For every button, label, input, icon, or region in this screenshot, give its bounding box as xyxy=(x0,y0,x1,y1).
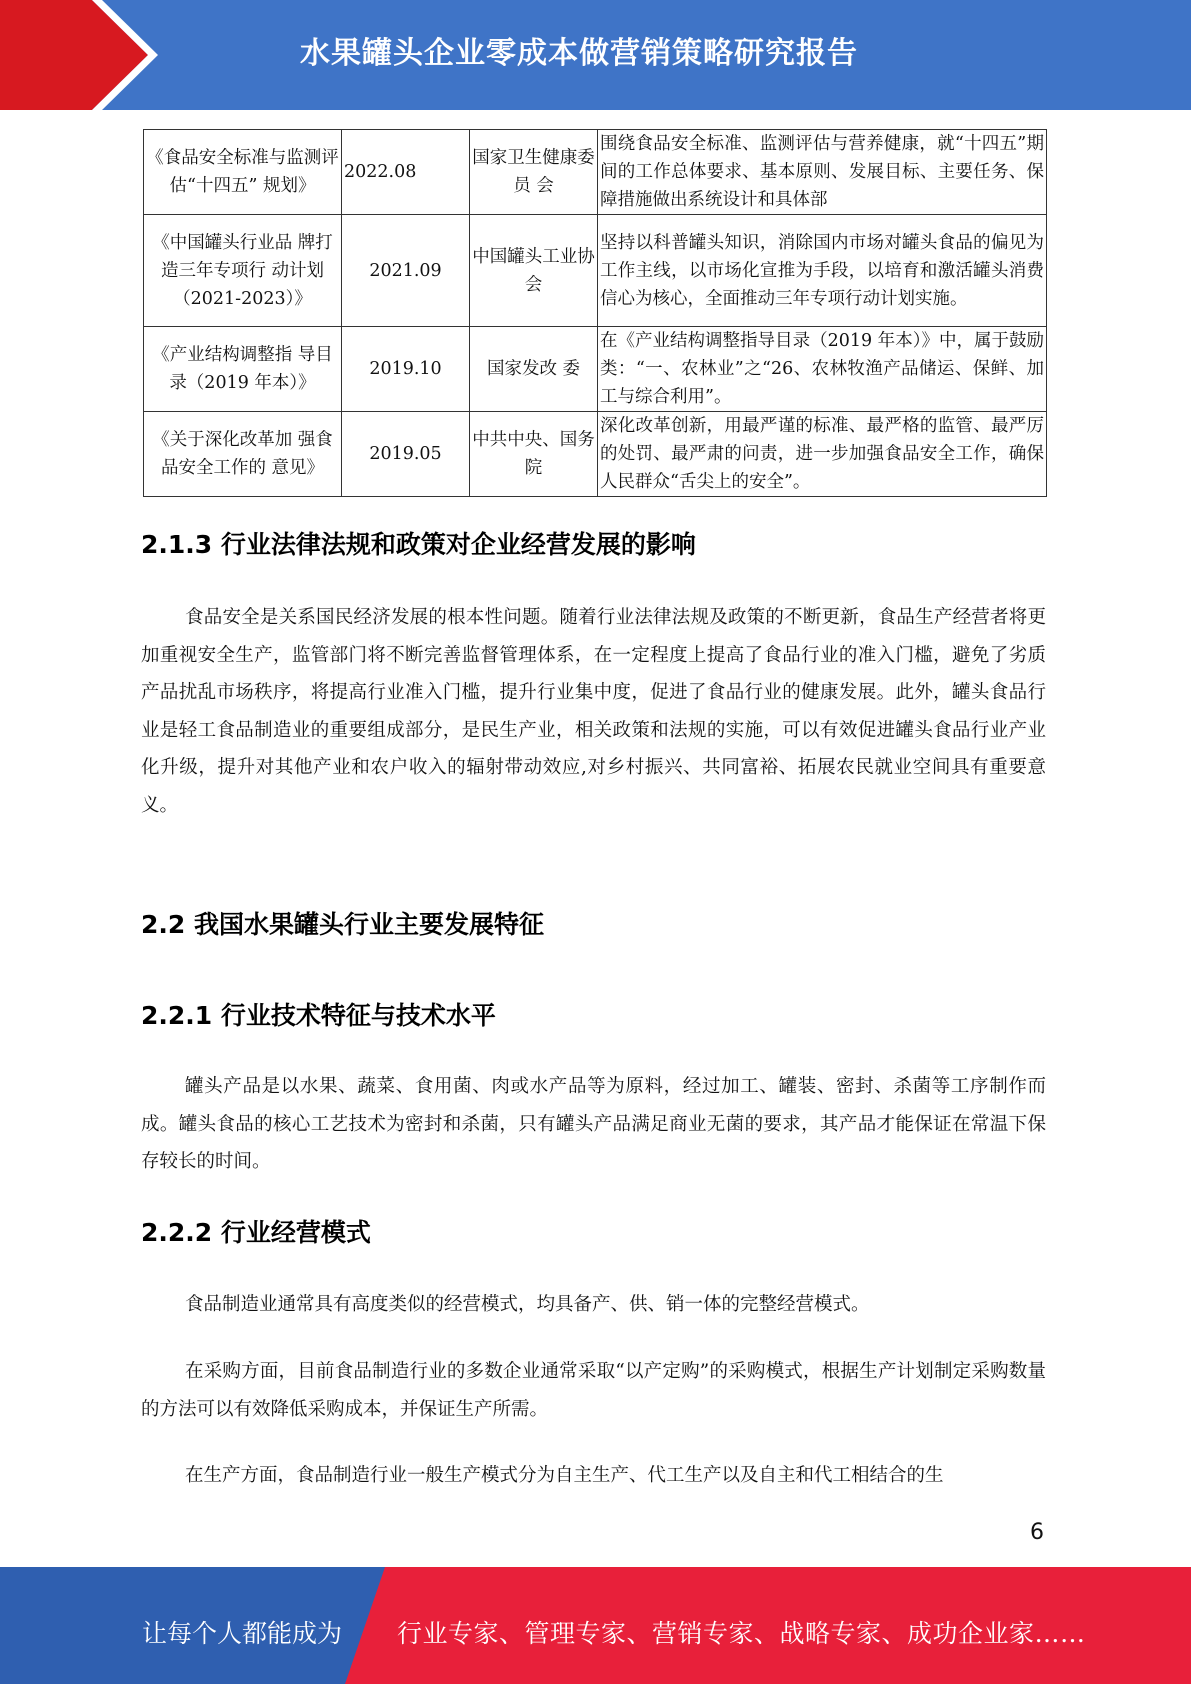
section-heading-2-1-3: 2.1.3 行业法律法规和政策对企业经营发展的影响 xyxy=(141,530,696,559)
section-heading-2-2-2: 2.2.2 行业经营模式 xyxy=(141,1218,371,1247)
page-header xyxy=(0,0,1191,110)
policy-date-cell: 2021.09 xyxy=(342,215,470,327)
policy-org-cell: 国家卫生健康委员 会 xyxy=(470,130,598,215)
table-row xyxy=(144,412,1047,497)
footer-slogan-left: 让每个人都能成为 xyxy=(142,1619,343,1648)
policy-desc-cell: 坚持以科普罐头知识，消除国内市场对罐头食品的偏见为工作主线，以市场化宣推为手段，以培育和激活罐头消费信心为核心，全面推动三年专项行动计划实施。 xyxy=(598,215,1047,327)
policy-name-cell: 《产业结构调整指 导目录（2019 年本）》 xyxy=(144,327,342,412)
section-heading-2-2-1: 2.2.1 行业技术特征与技术水平 xyxy=(141,1001,496,1030)
policy-org-cell: 中共中央、国务院 xyxy=(470,412,598,497)
policy-table xyxy=(143,129,1047,497)
policy-name-cell: 《中国罐头行业品 牌打造三年专项行 动计划（2021-2023）》 xyxy=(144,215,342,327)
paragraph: 在采购方面，目前食品制造行业的多数企业通常采取“以产定购”的采购模式，根据生产计划制定采购数量的方法可以有效降低采购成本，并保证生产所需。 xyxy=(141,1361,1046,1420)
section-heading-2-2: 2.2 我国水果罐头行业主要发展特征 xyxy=(141,910,544,939)
policy-date-cell: 2019.05 xyxy=(342,412,470,497)
paragraph: 在生产方面，食品制造行业一般生产模式分为自主生产、代工生产以及自主和代工相结合的生 xyxy=(185,1465,944,1486)
footer-slogan-right: 行业专家、管理专家、营销专家、战略专家、成功企业家…… xyxy=(397,1619,1086,1648)
paragraph: 罐头产品是以水果、蔬菜、食用菌、肉或水产品等为原料，经过加工、罐装、密封、杀菌等工序制作而成。罐头食品的核心工艺技术为密封和杀菌，只有罐头产品满足商业无菌的要求，其产品才能保证在常温下保存较长的时间。 xyxy=(141,1076,1046,1172)
policy-date-cell: 2019.10 xyxy=(342,327,470,412)
policy-org-cell: 国家发改 委 xyxy=(470,327,598,412)
policy-name-cell: 《关于深化改革加 强食品安全工作的 意见》 xyxy=(144,412,342,497)
page-footer xyxy=(0,1567,1191,1684)
paragraph: 食品安全是关系国民经济发展的根本性问题。随着行业法律法规及政策的不断更新，食品生产经营者将更加重视安全生产，监管部门将不断完善监督管理体系，在一定程度上提高了食品行业的准入门槛，避免了劣质产品扰乱市场秩序，将提高行业准入门槛，提升行业集中度，促进了食品行业的健康发展。此外，罐头食品行业是轻工食品制造业的重要组成部分，是民生产业，相关政策和法规的实施，可以有效促进罐头食品行业产业化升级，提升对其他产业和农户收入的辐射带动效应,对乡村振兴、共同富裕、拓展农民就业空间具有重要意义。 xyxy=(141,607,1046,816)
page-number: 6 xyxy=(1030,1520,1044,1545)
policy-name-cell: 《食品安全标准与监测评估“十四五” 规划》 xyxy=(144,130,342,215)
policy-desc-cell: 围绕食品安全标准、监测评估与营养健康，就“十四五”期间的工作总体要求、基本原则、发展目标、主要任务、保障措施做出系统设计和具体部 xyxy=(598,130,1047,215)
table-row xyxy=(144,327,1047,412)
paragraph: 食品制造业通常具有高度类似的经营模式，均具备产、供、销一体的完整经营模式。 xyxy=(185,1294,870,1315)
policy-org-cell: 中国罐头工业协会 xyxy=(470,215,598,327)
policy-desc-cell: 深化改革创新，用最严谨的标准、最严格的监管、最严厉的处罚、最严肃的问责，进一步加强食品安全工作，确保人民群众“舌尖上的安全”。 xyxy=(598,412,1047,497)
policy-desc-cell: 在《产业结构调整指导目录（2019 年本）》中，属于鼓励类：“一、农林业”之“26、农林牧渔产品储运、保鲜、加工与综合利用”。 xyxy=(598,327,1047,412)
policy-date-cell: 2022.08 xyxy=(342,130,470,215)
report-title: 水果罐头企业零成本做营销策略研究报告 xyxy=(300,36,858,71)
table-row xyxy=(144,215,1047,327)
table-row xyxy=(144,130,1047,215)
